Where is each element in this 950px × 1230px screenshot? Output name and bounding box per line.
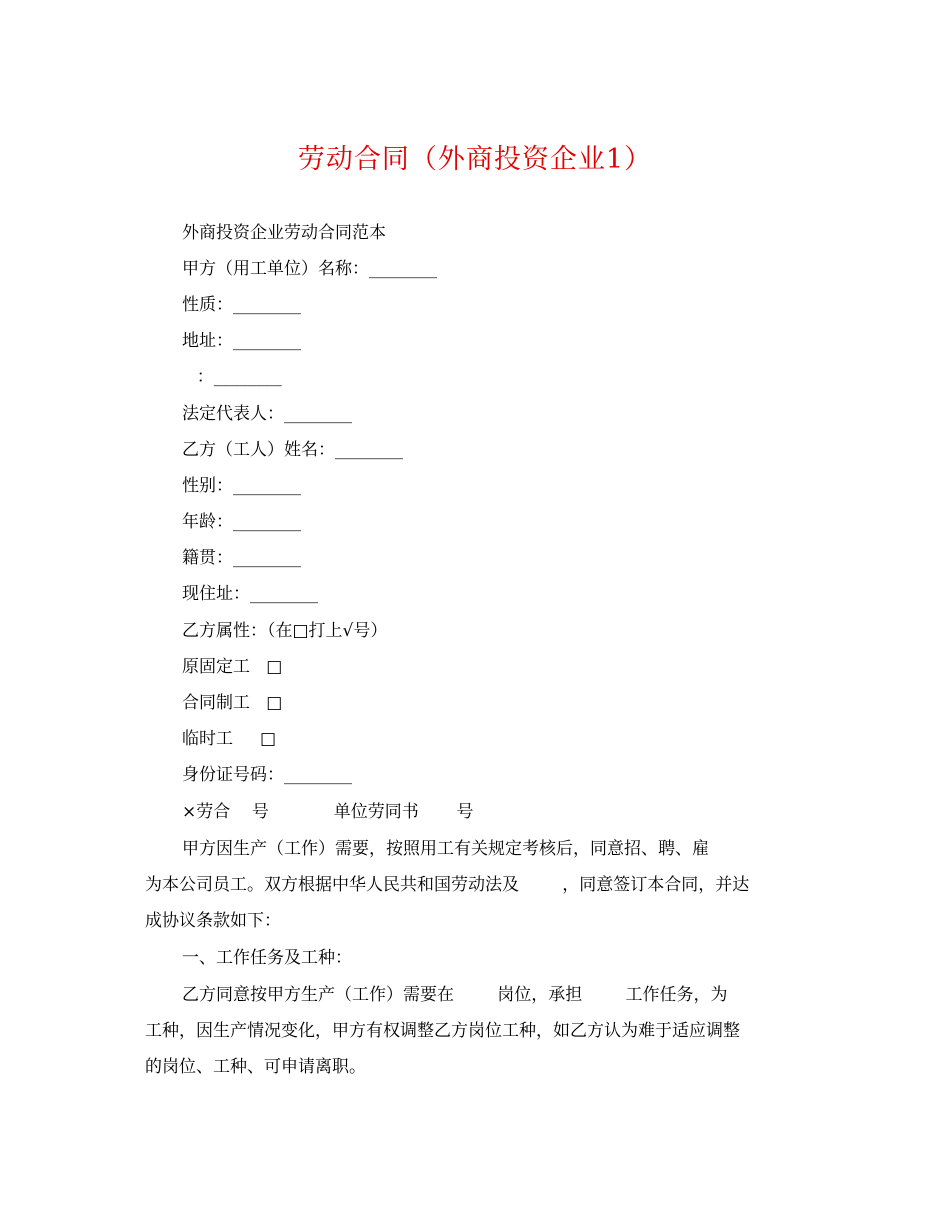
section-1-line-3: 的岗位、工种、可申请离职。 — [145, 1057, 366, 1077]
party-b-name-line: 乙方（工人）姓名：________ — [182, 440, 403, 460]
blank-field-line: ：________ — [186, 367, 282, 387]
age-line: 年龄：________ — [182, 512, 301, 532]
contract-number-line: ×劳合 号 单位劳同书 号 — [182, 802, 474, 822]
party-b-attribute-line: 乙方属性：（在□打上√号） — [182, 621, 388, 641]
option-temporary-worker: 临时工 □ — [182, 729, 277, 749]
legal-representative-line: 法定代表人：________ — [182, 404, 352, 424]
current-address-line: 现住址：________ — [182, 584, 318, 604]
party-a-name-line: 甲方（用工单位）名称：________ — [182, 259, 437, 279]
option-fixed-worker: 原固定工 □ — [182, 657, 283, 677]
section-1-line-2: 工种，因生产情况变化，甲方有权调整乙方岗位工种，如乙方认为难于适应调整 — [145, 1021, 740, 1041]
section-1-line-1: 乙方同意按甲方生产（工作）需要在 岗位，承担 工作任务，为 — [182, 985, 728, 1005]
nature-line: 性质：________ — [182, 295, 301, 315]
id-number-line: 身份证号码：________ — [182, 765, 352, 785]
body-paragraph-1-line-3: 成协议条款如下： — [145, 911, 281, 931]
address-line: 地址：________ — [182, 331, 301, 351]
section-1-heading: 一、工作任务及工种： — [182, 948, 352, 968]
body-paragraph-1-line-1: 甲方因生产（工作）需要，按照用工有关规定考核后，同意招、聘、雇 — [182, 839, 709, 859]
document-title: 劳动合同（外商投资企业1） — [297, 144, 653, 175]
gender-line: 性别：________ — [182, 476, 301, 496]
native-place-line: 籍贯：________ — [182, 548, 301, 568]
subtitle-line: 外商投资企业劳动合同范本 — [182, 223, 386, 243]
body-paragraph-1-line-2: 为本公司员工。双方根据中华人民共和国劳动法及 ，同意签订本合同，并达 — [145, 875, 750, 895]
option-contract-worker: 合同制工 □ — [182, 693, 283, 713]
